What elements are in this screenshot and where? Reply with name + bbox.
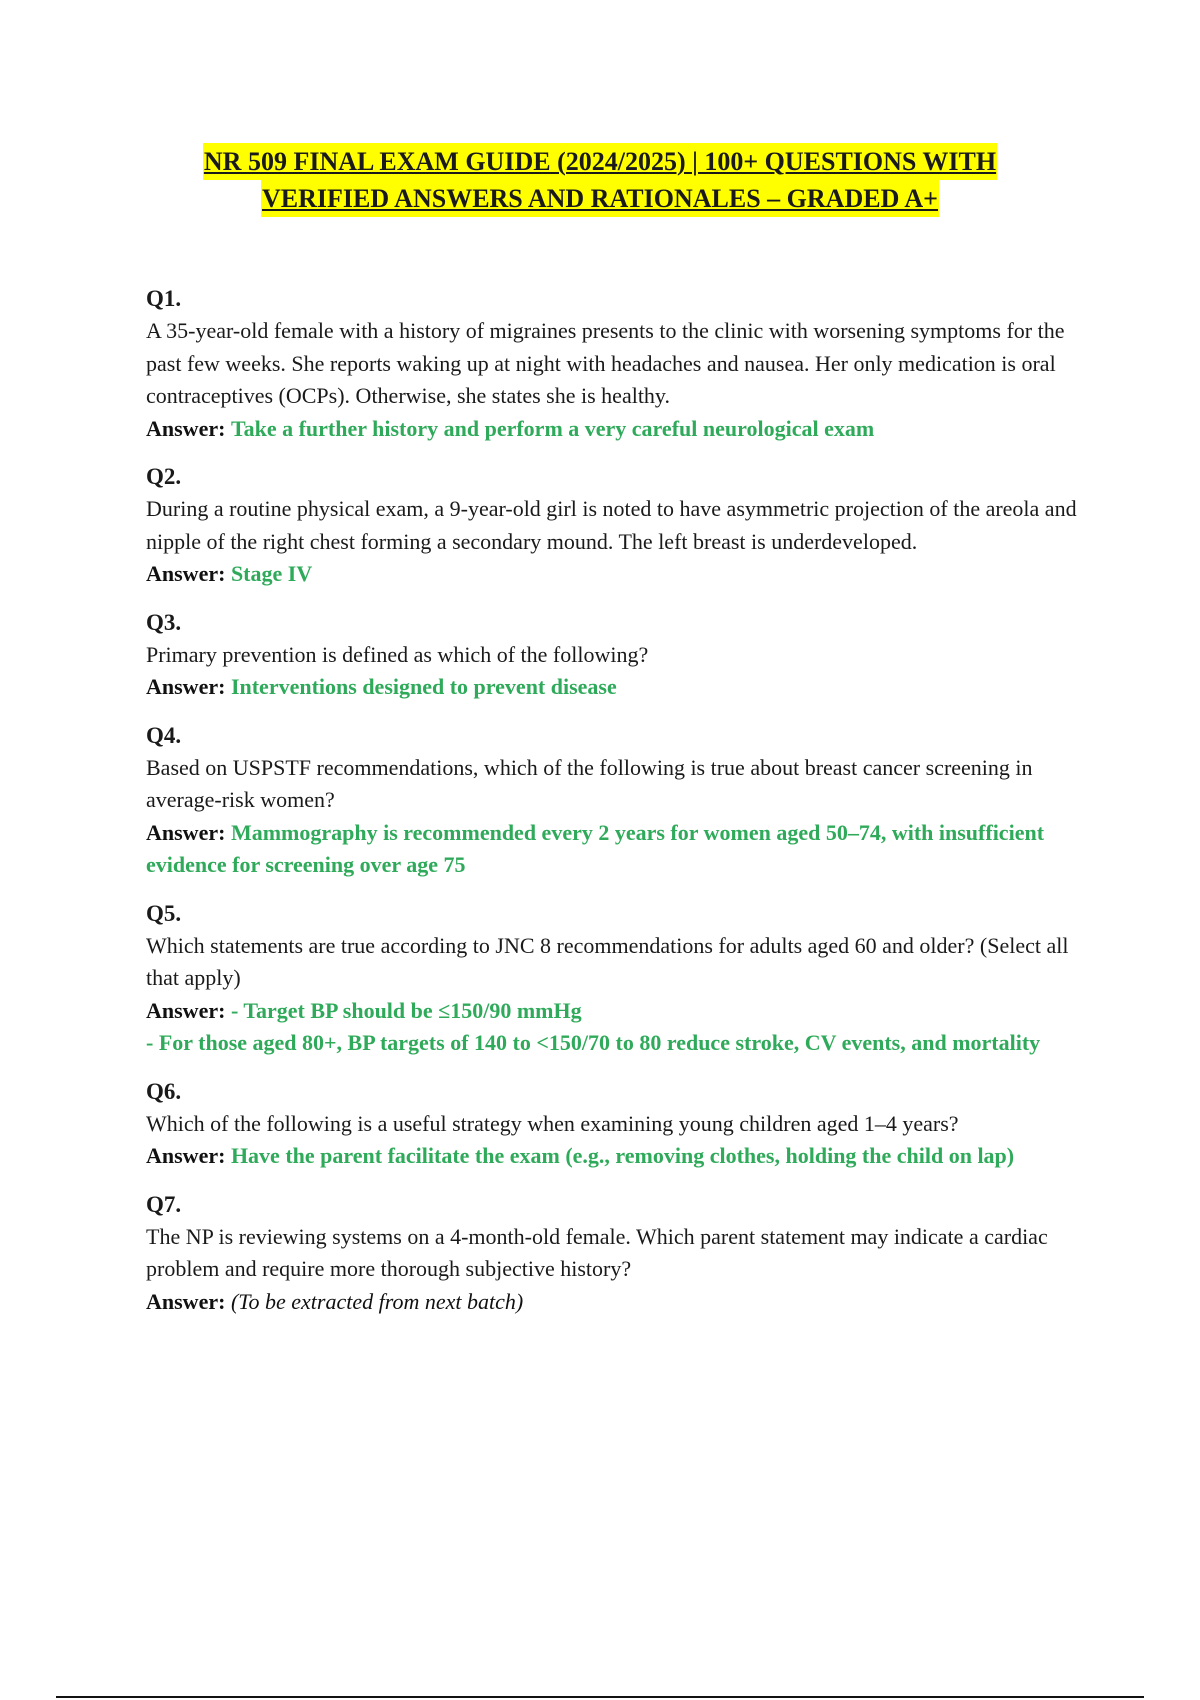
question-text: During a routine physical exam, a 9-year-old girl is noted to have asymmetric projection of the areola and nipple of the right chest forming a secondary mound. The left breast is underdeveloped. — [146, 496, 1077, 554]
question-label: Q5. — [146, 900, 182, 926]
question-label: Q1. — [146, 286, 182, 311]
answer-text: Take a further history and perform a very careful neurological exam — [230, 415, 875, 441]
answer-row — [146, 1286, 1096, 1319]
question-item-5 — [146, 898, 1096, 1060]
question-label: Q3. — [146, 609, 182, 635]
question-item-2 — [146, 461, 1096, 591]
answer-text: - Target BP should be ≤150/90 mmHg — [230, 997, 582, 1023]
answer-text: Mammography is recommended every 2 years for women aged 50–74, with insufficient evidence for screening over age 75 — [146, 819, 1045, 877]
question-text: Based on USPSTF recommendations, which of the following is true about breast cancer screening in average-risk women? — [146, 754, 1033, 812]
answer-row — [146, 558, 1096, 591]
answer-row — [146, 995, 1096, 1028]
question-list — [146, 283, 1096, 1334]
answer-row — [146, 817, 1096, 882]
question-item-4 — [146, 720, 1096, 882]
answer-label: Answer: — [146, 415, 226, 441]
title-line-1: NR 509 FINAL EXAM GUIDE (2024/2025) | 100+ QUESTIONS WITH — [203, 143, 997, 180]
answer-label: Answer: — [146, 1288, 226, 1314]
question-text: The NP is reviewing systems on a 4-month-old female. Which parent statement may indicate a cardiac problem and require more thorough subjective history? — [146, 1223, 1048, 1281]
answer-row — [146, 1140, 1096, 1173]
answer-label: Answer: — [146, 819, 226, 845]
answer-row — [146, 413, 1096, 446]
page-bottom-divider — [56, 1696, 1144, 1698]
question-item-7 — [146, 1189, 1096, 1319]
title-line-2: VERIFIED ANSWERS AND RATIONALES – GRADED A+ — [261, 180, 939, 217]
question-text: A 35-year-old female with a history of migraines presents to the clinic with worsening symptoms for the past few weeks. She reports waking up at night with headaches and nausea. Her only medication is oral contraceptives (OCPs). Otherwise, she states she is healthy. — [146, 318, 1065, 408]
document-title — [0, 143, 1200, 217]
question-label: Q6. — [146, 1078, 182, 1104]
question-item-3 — [146, 607, 1096, 704]
answer-text: Interventions designed to prevent disease — [230, 674, 617, 699]
answer-text: Stage IV — [230, 561, 313, 586]
answer-label: Answer: — [146, 674, 226, 699]
answer-placeholder-text: (To be extracted from next batch) — [230, 1288, 524, 1314]
answer-row — [146, 671, 1096, 704]
question-text: Which of the following is a useful strategy when examining young children aged 1–4 years? — [146, 1110, 959, 1136]
question-text: Which statements are true according to JNC 8 recommendations for adults aged 60 and older? (Select all that apply) — [146, 932, 1069, 990]
answer-label: Answer: — [146, 1143, 226, 1168]
question-item-6 — [146, 1076, 1096, 1173]
question-text: Primary prevention is defined as which of the following? — [146, 641, 649, 667]
answer-label: Answer: — [146, 997, 226, 1023]
question-label: Q2. — [146, 464, 182, 489]
answer-text: Have the parent facilitate the exam (e.g., removing clothes, holding the child on lap) — [230, 1143, 1015, 1168]
question-label: Q4. — [146, 722, 182, 748]
question-label: Q7. — [146, 1191, 182, 1217]
question-item-1 — [146, 283, 1096, 445]
answer-label: Answer: — [146, 561, 226, 586]
answer-text-line-2: - For those aged 80+, BP targets of 140 to <150/70 to 80 reduce stroke, CV events, and mortality — [146, 1030, 1041, 1055]
